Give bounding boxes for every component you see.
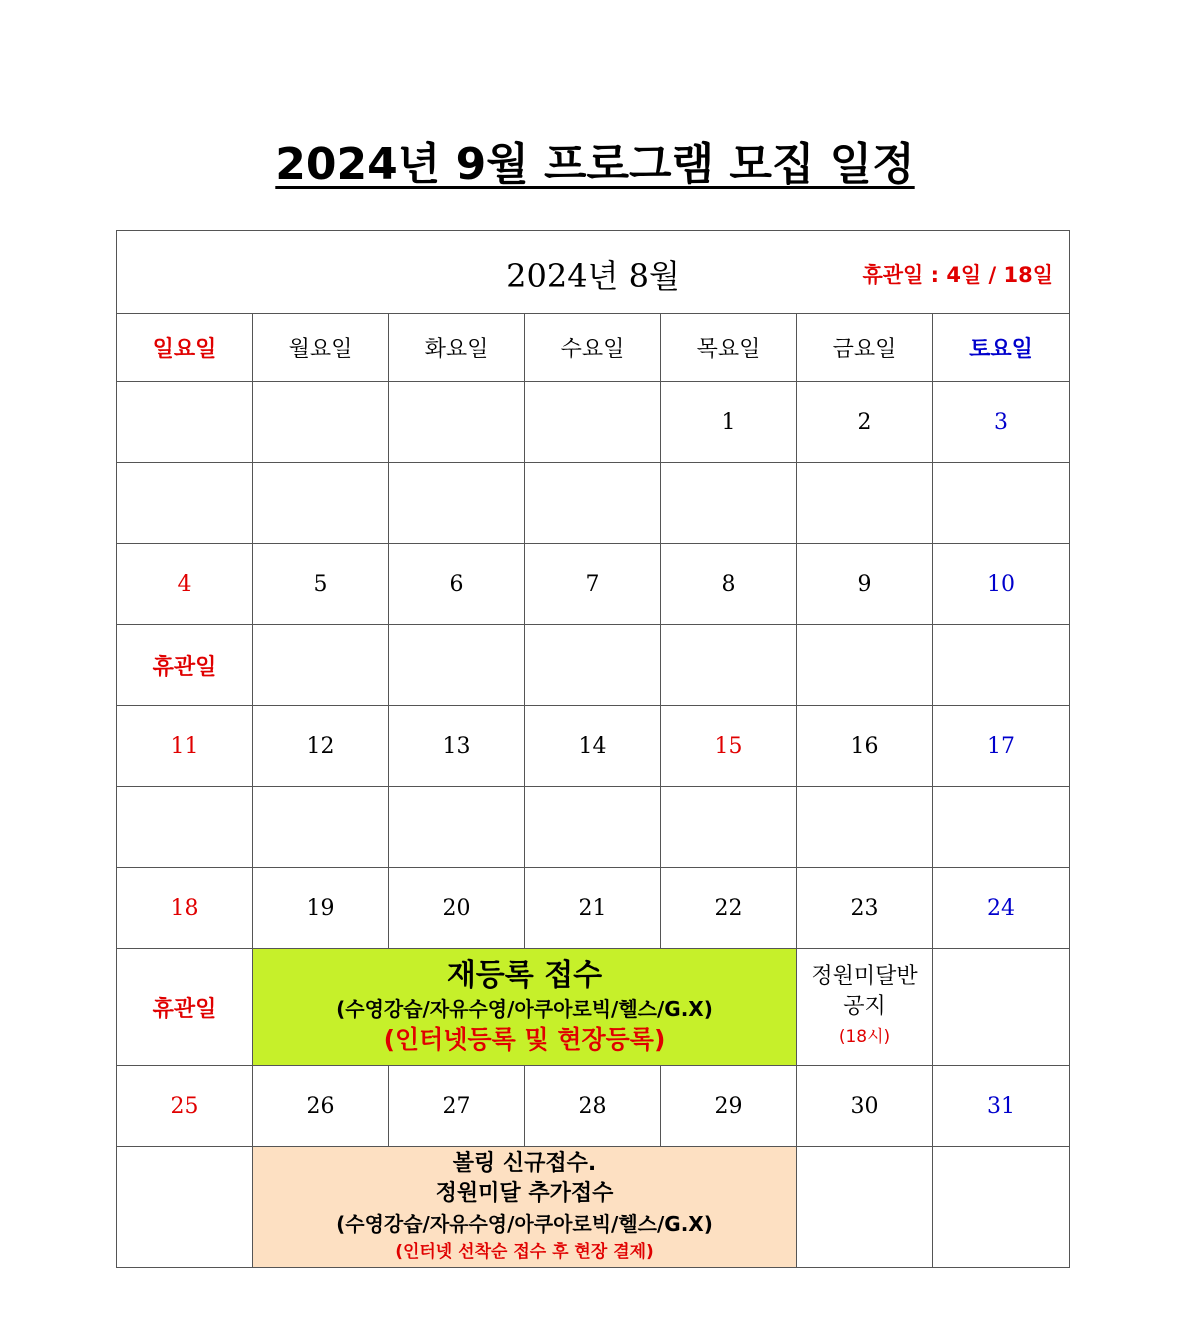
calendar-header xyxy=(117,231,1070,314)
date-cell: 6 xyxy=(389,544,525,625)
week-4-events xyxy=(117,949,1070,1066)
date-cell: 7 xyxy=(525,544,661,625)
date-cell: 24 xyxy=(933,868,1070,949)
date-cell xyxy=(117,382,253,463)
date-cell: 10 xyxy=(933,544,1070,625)
weekday-friday: 금요일 xyxy=(797,314,933,382)
week-1-dates xyxy=(117,382,1070,463)
weekday-wednesday: 수요일 xyxy=(525,314,661,382)
date-cell: 31 xyxy=(933,1066,1070,1147)
date-cell xyxy=(253,382,389,463)
event-cell xyxy=(389,787,525,868)
date-cell: 13 xyxy=(389,706,525,787)
weekday-tuesday: 화요일 xyxy=(389,314,525,382)
reregistration-programs: (수영강습/자유수영/아쿠아로빅/헬스/G.X) xyxy=(336,997,713,1021)
event-cell xyxy=(389,463,525,544)
event-cell xyxy=(525,625,661,706)
weekday-saturday: 토요일 xyxy=(933,314,1070,382)
date-cell: 27 xyxy=(389,1066,525,1147)
closed-day-label: 휴관일 xyxy=(117,949,253,1066)
week-4-dates xyxy=(117,868,1070,949)
event-cell xyxy=(117,787,253,868)
new-registration-event xyxy=(253,1147,797,1268)
event-cell xyxy=(933,787,1070,868)
new-registration-programs: (수영강습/자유수영/아쿠아로빅/헬스/G.X) xyxy=(336,1212,713,1236)
week-5-events xyxy=(117,1147,1070,1268)
closed-day-label: 휴관일 xyxy=(117,625,253,706)
date-cell: 3 xyxy=(933,382,1070,463)
date-cell: 17 xyxy=(933,706,1070,787)
event-cell xyxy=(525,463,661,544)
notice-line-1: 정원미달반 xyxy=(811,964,918,989)
event-cell xyxy=(253,625,389,706)
week-2-dates xyxy=(117,544,1070,625)
event-cell xyxy=(797,463,933,544)
date-cell: 30 xyxy=(797,1066,933,1147)
event-cell xyxy=(661,463,797,544)
weekday-monday: 월요일 xyxy=(253,314,389,382)
notice-line-2: 공지 xyxy=(843,994,886,1019)
weekday-thursday: 목요일 xyxy=(661,314,797,382)
week-3-dates xyxy=(117,706,1070,787)
date-cell: 25 xyxy=(117,1066,253,1147)
under-quota-notice xyxy=(797,949,933,1066)
calendar-table xyxy=(116,230,1070,1268)
reregistration-event xyxy=(253,949,797,1066)
event-cell xyxy=(389,625,525,706)
holiday-date-cell: 15 xyxy=(661,706,797,787)
date-cell: 14 xyxy=(525,706,661,787)
event-cell xyxy=(253,463,389,544)
date-cell: 5 xyxy=(253,544,389,625)
date-cell: 26 xyxy=(253,1066,389,1147)
date-cell: 8 xyxy=(661,544,797,625)
event-cell xyxy=(661,787,797,868)
reregistration-title: 재등록 접수 xyxy=(446,958,603,993)
date-cell: 12 xyxy=(253,706,389,787)
new-registration-line-1: 볼링 신규접수. xyxy=(452,1151,597,1176)
date-cell: 16 xyxy=(797,706,933,787)
event-cell xyxy=(117,1147,253,1268)
event-cell xyxy=(797,787,933,868)
date-cell: 29 xyxy=(661,1066,797,1147)
event-cell xyxy=(933,1147,1070,1268)
event-cell xyxy=(525,787,661,868)
date-cell: 20 xyxy=(389,868,525,949)
date-cell xyxy=(389,382,525,463)
weekday-sunday: 일요일 xyxy=(117,314,253,382)
week-1-events xyxy=(117,463,1070,544)
closed-days-note: 휴관일 : 4일 / 18일 xyxy=(862,263,1054,287)
event-cell xyxy=(253,787,389,868)
date-cell: 11 xyxy=(117,706,253,787)
week-3-events xyxy=(117,787,1070,868)
date-cell: 22 xyxy=(661,868,797,949)
date-cell: 18 xyxy=(117,868,253,949)
date-cell: 2 xyxy=(797,382,933,463)
date-cell: 23 xyxy=(797,868,933,949)
date-cell: 1 xyxy=(661,382,797,463)
month-label: 2024년 8월 xyxy=(506,257,680,295)
week-2-events xyxy=(117,625,1070,706)
notice-time: (18시) xyxy=(838,1027,891,1047)
date-cell: 21 xyxy=(525,868,661,949)
event-cell xyxy=(933,949,1070,1066)
event-cell xyxy=(117,463,253,544)
weekday-row xyxy=(117,314,1070,382)
event-cell xyxy=(797,625,933,706)
event-cell xyxy=(797,1147,933,1268)
new-registration-line-2: 정원미달 추가접수 xyxy=(435,1181,614,1206)
date-cell: 4 xyxy=(117,544,253,625)
date-cell: 19 xyxy=(253,868,389,949)
page-title: 2024년 9월 프로그램 모집 일정 xyxy=(275,139,915,190)
new-registration-method: (인터넷 선착순 접수 후 현장 결제) xyxy=(395,1242,654,1262)
date-cell: 28 xyxy=(525,1066,661,1147)
week-5-dates xyxy=(117,1066,1070,1147)
date-cell: 9 xyxy=(797,544,933,625)
date-cell xyxy=(525,382,661,463)
event-cell xyxy=(661,625,797,706)
reregistration-method: (인터넷등록 및 현장등록) xyxy=(383,1025,666,1054)
event-cell xyxy=(933,625,1070,706)
event-cell xyxy=(933,463,1070,544)
